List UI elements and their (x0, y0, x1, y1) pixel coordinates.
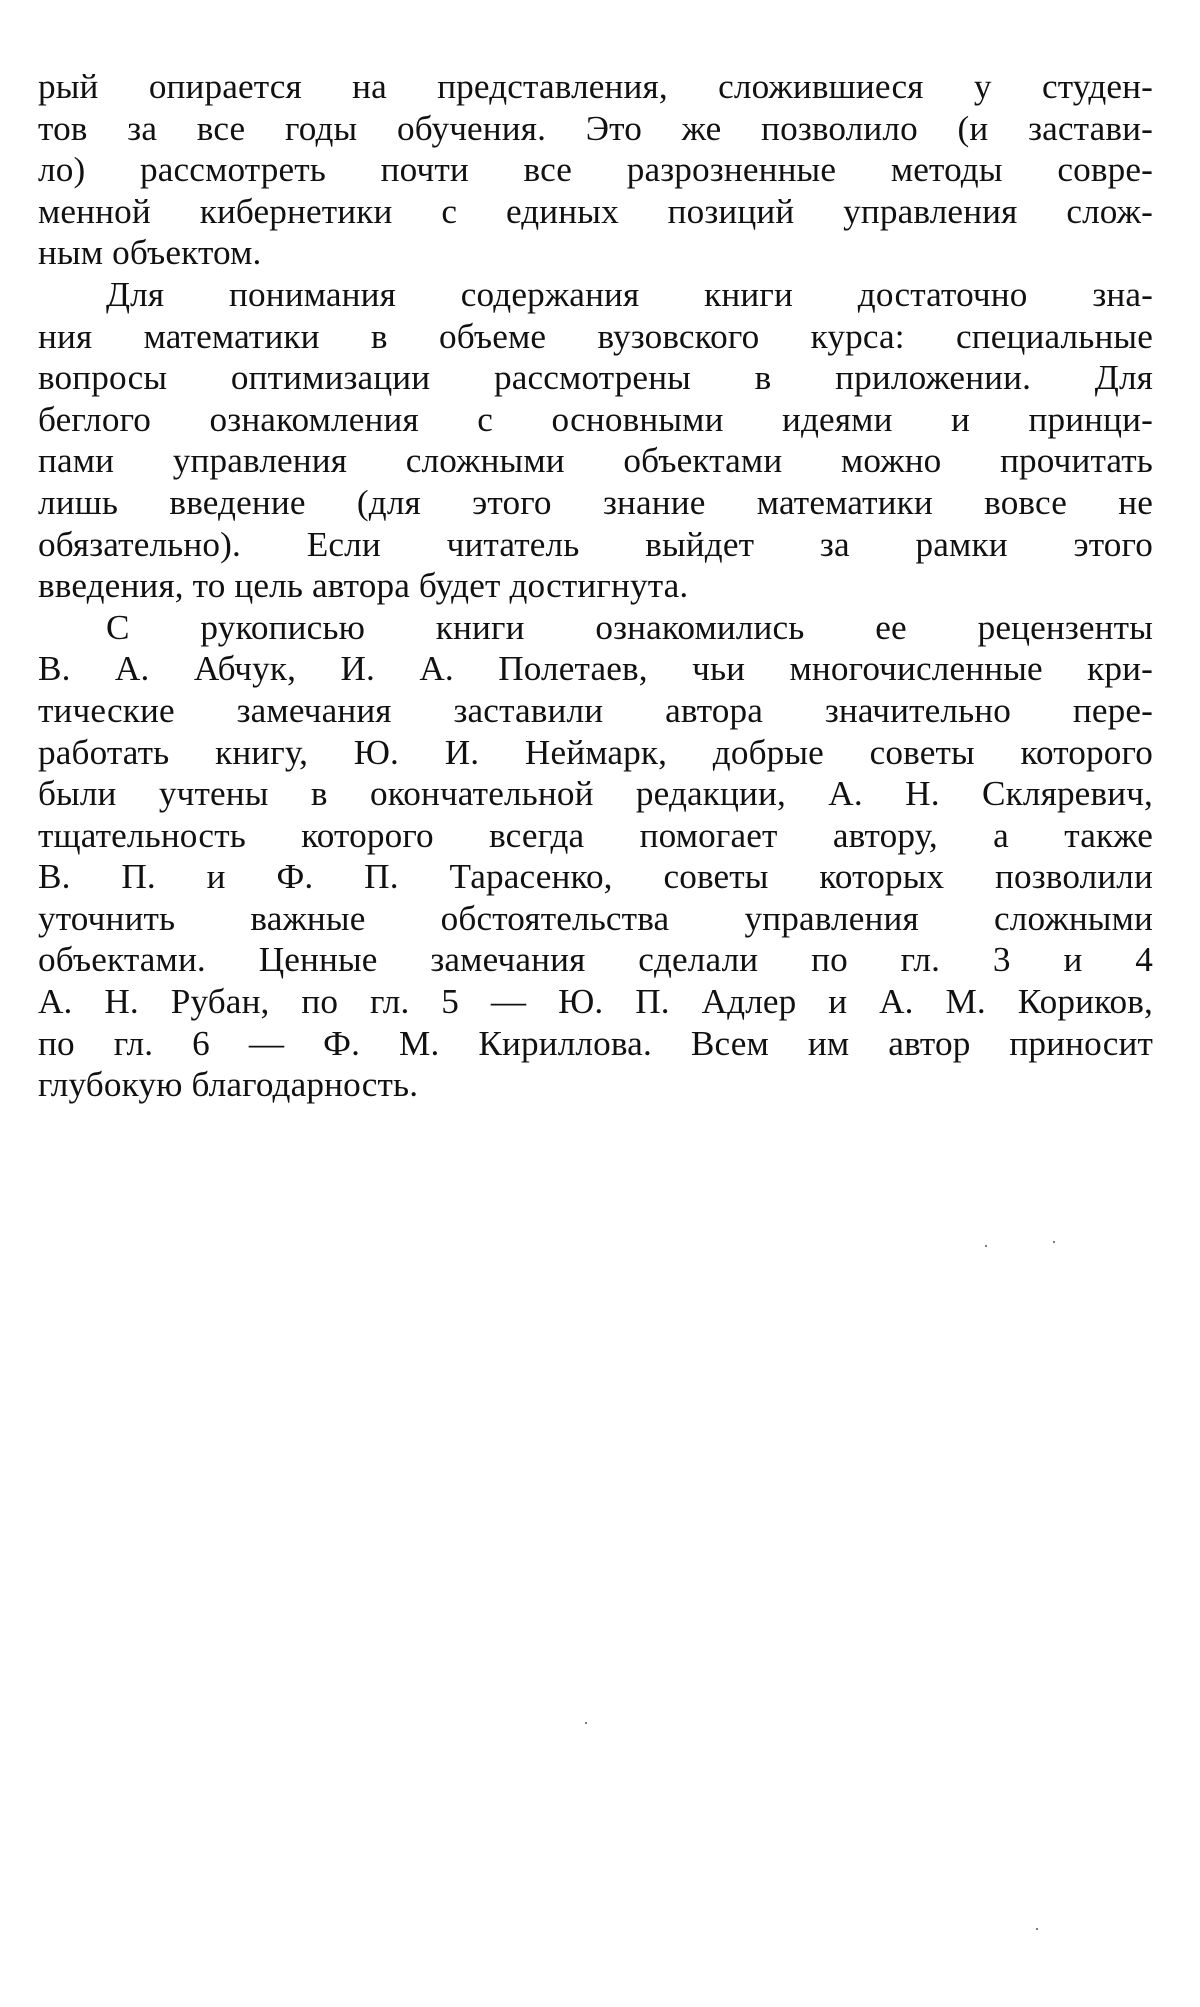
text-line: А. Н. Рубан, по гл. 5 — Ю. П. Адлер и А. М. Кориков, (38, 982, 1153, 1022)
scan-speck (1036, 1928, 1038, 1930)
text-line: по гл. 6 — Ф. М. Кириллова. Всем им автор приносит (38, 1023, 1153, 1063)
text-line: ло) рассмотреть почти все разрозненные методы совре- (38, 150, 1153, 190)
paragraph-1 (38, 66, 1153, 274)
text-line: глубокую благодарность. (38, 1065, 419, 1105)
text-line: рый опирается на представления, сложившиеся у студен- (38, 67, 1153, 106)
text-line: В. П. и Ф. П. Тарасенко, советы которых позволили (38, 857, 1153, 897)
text-line: С рукописью книги ознакомились ее рецензенты (106, 607, 1153, 647)
text-line: уточнить важные обстоятельства управления сложными (38, 898, 1153, 938)
scan-speck (1053, 1241, 1055, 1243)
text-line: менной кибернетики с единых позиций управления слож- (38, 191, 1153, 231)
text-line: обязательно). Если читатель выйдет за рамки этого (38, 524, 1153, 564)
paragraph-2 (38, 274, 1153, 607)
text-line: были учтены в окончательной редакции, А. Н. Скляревич, (38, 774, 1153, 814)
text-line: ния математики в объеме вузовского курса: специальные (38, 316, 1153, 356)
paragraph-3 (38, 607, 1153, 1106)
text-line: вопросы оптимизации рассмотрены в приложении. Для (38, 358, 1153, 398)
scan-speck (585, 1722, 587, 1724)
text-line: В. А. Абчук, И. А. Полетаев, чьи многочисленные кри- (38, 649, 1153, 689)
text-line: лишь введение (для этого знание математики вовсе не (38, 482, 1153, 522)
text-line: работать книгу, Ю. И. Неймарк, добрые советы которого (38, 732, 1153, 772)
text-line: пами управления сложными объектами можно прочитать (38, 441, 1153, 481)
text-line: тические замечания заставили автора значительно пере- (38, 690, 1153, 730)
text-line: ным объектом. (38, 233, 262, 273)
text-line: Для понимания содержания книги достаточно зна- (106, 274, 1153, 314)
text-line: тщательность которого всегда помогает автору, а также (38, 815, 1153, 855)
scan-speck (985, 1245, 987, 1247)
text-line: беглого ознакомления с основными идеями и принци- (38, 399, 1153, 439)
text-line: объектами. Ценные замечания сделали по гл. 3 и 4 (38, 940, 1153, 980)
text-line: введения, то цель автора будет достигнута. (38, 566, 689, 606)
page-text (38, 66, 1153, 1106)
text-line: тов за все годы обучения. Это же позволило (и застави- (38, 108, 1153, 148)
